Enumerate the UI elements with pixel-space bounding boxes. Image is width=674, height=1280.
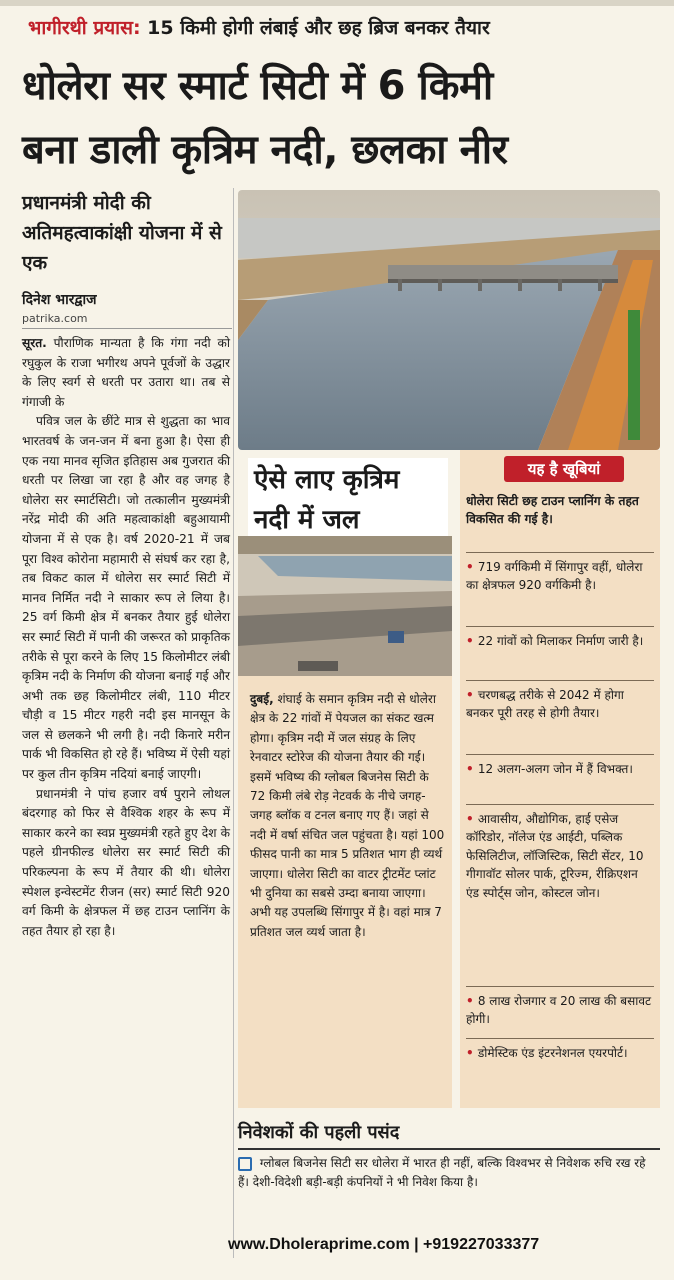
byline: दिनेश भारद्वाज bbox=[22, 292, 97, 308]
river-aerial-photo bbox=[238, 190, 660, 450]
bullet-icon: • bbox=[466, 634, 478, 648]
headline bbox=[22, 54, 662, 182]
feature-item bbox=[466, 992, 652, 1029]
bullet-icon: • bbox=[466, 560, 478, 574]
top-strip bbox=[0, 0, 674, 6]
features-intro: धोलेरा सिटी छह टाउन प्लानिंग के तहत विकसित की गई है। bbox=[466, 494, 639, 526]
dateline: सूरत. bbox=[22, 336, 47, 350]
investors-heading: निवेशकों की पहली पसंद bbox=[238, 1122, 400, 1143]
features-rule bbox=[466, 680, 654, 681]
feature-item bbox=[466, 686, 652, 723]
investors-text: ग्लोबल बिजनेस सिटी सर धोलेरा में भारत ही नहीं, बल्कि विश्वभर से निवेशक रुचि रख रहे हैं। देशी-विदेशी बड़ी-बड़ी कंपनियों ने भी निवेश किया है। bbox=[238, 1156, 646, 1189]
left-article-body bbox=[22, 334, 230, 941]
features-rule bbox=[466, 552, 654, 553]
feature-text: 719 वर्गकिमी में सिंगापुर वहीं, धोलेरा का क्षेत्रफल 920 वर्गकिमी है। bbox=[466, 560, 643, 593]
left-paragraph-2: पवित्र जल के छींटे मात्र से शुद्धता का भाव भारतवर्ष के जन-जन में बना हुआ है। ऐसा ही एक नया मानव सृजित इतिहास अब गुजरात की धरती पर लिखा जा रहा है और वह जगह है धोलेरा सर स्मार्टसिटी। जो तत्कालीन मुख्यमंत्री नरेंद्र मोदी की अति महत्वाकांक्षी बहुआयामी योजना में से एक है। वर्ष 2020-21 में जब पूरा विश्व कोरोना महामारी से संघर्ष कर रहा है, तब विकट काल में धोलेरा सर स्मार्ट सिटी में मानव निर्मित नदी ने साकार रूप ले लिया है। 25 वर्ग किमी क्षेत्र में बनकर तैयार हुई धोलेरा सर स्मार्ट सिटी में पानी की जरूरत को प्राकृतिक तरीके से पूरा करने के लिए 15 किलोमीटर लंबी कृत्रिम नदी के निर्माण की योजना बनाई गई और अभी तक छह किलोमीटर लंबी, 110 मीटर चौड़ी व 15 मीटर गहरी नदी इस मानसून के जल से छलकने भी लगी है। नदी किनारे मरीन पार्क भी विकसित हो रहे हैं। भविष्य में ऐसी यहां पर कुल तीन कृत्रिम नदियां बनाई जाएगी। bbox=[22, 414, 230, 782]
left-rule bbox=[22, 328, 232, 329]
feature-text: डोमेस्टिक एंड इंटरनेशनल एयरपोर्ट। bbox=[477, 1046, 628, 1060]
left-subheading: प्रधानमंत्री मोदी की अतिमहत्वाकांक्षी योजना में से एक bbox=[22, 192, 222, 274]
kicker-label: भागीरथी प्रयास: bbox=[28, 17, 141, 39]
left-paragraph-1 bbox=[22, 334, 230, 412]
features-rule bbox=[466, 804, 654, 805]
feature-text: चरणबद्ध तरीके से 2042 में होगा बनकर पूरी तरह से होगी तैयार। bbox=[466, 688, 624, 721]
footer-contact: www.Dholeraprime.com | +919227033377 bbox=[228, 1236, 540, 1253]
features-rule bbox=[466, 626, 654, 627]
bullet-icon: • bbox=[466, 812, 478, 826]
left-paragraph-1-text: पौराणिक मान्यता है कि गंगा नदी को रघुकुल के राजा भगीरथ अपने पूर्वजों के उद्धार के लिए स्वर्ग से धरती पर उतारा था। तब से गंगाजी के bbox=[22, 336, 231, 409]
column-divider bbox=[233, 188, 234, 1258]
bullet-icon: • bbox=[466, 688, 478, 702]
feature-item bbox=[466, 1044, 652, 1062]
feature-text: 22 गांवों को मिलाकर निर्माण जारी है। bbox=[477, 634, 644, 648]
features-badge: यह है खूबियां bbox=[504, 456, 624, 482]
feature-text: 8 लाख रोजगार व 20 लाख की बसावट होगी। bbox=[466, 994, 652, 1027]
canal-construction-photo bbox=[238, 536, 452, 676]
kicker bbox=[28, 14, 490, 40]
middle-article-text: शंघाई के समान कृत्रिम नदी से धोलेरा क्षेत्र के 22 गांवों में पेयजल का संकट खत्म होगा। कृत्रिम नदी में जल संग्रह के लिए रेनवाटर स्टोरेज की योजना तैयार की गई। इसमें भविष्य की ग्लोबल बिजनेस सिटी के 72 किमी लंबे रोड़ नेटवर्क के नीचे जगह-जगह ब्लॉक व टनल बनाए गए हैं। जहां से नदी में वर्षा संचित जल पहुंचता है। यहां 100 फीसद पानी का मात्र 5 प्रतिशत भाग ही व्यर्थ जाएगा। धोलेरा सिटी का वाटर ट्रीटमेंट प्लांट भी दुनिया का सबसे उम्दा बनाया जाएगा। अभी यह उपलब्धि सिंगापुर में है। वहां मात्र 7 प्रतिशत जल व्यर्थ जाता है। bbox=[250, 692, 445, 939]
quote-icon bbox=[238, 1157, 252, 1171]
feature-item bbox=[466, 558, 652, 595]
bullet-icon: • bbox=[466, 994, 478, 1008]
bullet-icon: • bbox=[466, 762, 478, 776]
investors-rule bbox=[238, 1148, 660, 1150]
features-rule bbox=[466, 986, 654, 987]
feature-item bbox=[466, 810, 652, 902]
canal-illustration bbox=[238, 536, 452, 676]
river-aerial-illustration bbox=[238, 190, 660, 450]
middle-article-body bbox=[250, 690, 446, 942]
middle-heading: ऐसे लाए कृत्रिम नदी में जल bbox=[248, 458, 448, 542]
bullet-icon: • bbox=[466, 1046, 478, 1060]
kicker-text: 15 किमी होगी लंबाई और छह ब्रिज बनकर तैयार bbox=[147, 17, 490, 39]
headline-line-2: बना डाली कृत्रिम नदी, छलका नीर bbox=[22, 127, 508, 173]
features-rule bbox=[466, 754, 654, 755]
middle-dateline: दुबई, bbox=[250, 692, 274, 706]
byline-site: patrika.com bbox=[22, 312, 88, 325]
left-paragraph-3: प्रधानमंत्री ने पांच हजार वर्ष पुराने लोथल बंदरगाह को फिर से वैश्विक शहर के रूप में साकार करने का स्वप्न मुख्यमंत्री रहते हुए देश के पहले ग्रीनफील्ड धोलेरा सर स्मार्ट सिटी की परिकल्पना के रूप में तैयार की थी। धोलेरा स्पेशल इन्वेस्टमेंट रीजन (सर) स्मार्ट सिटी 920 वर्ग किमी के क्षेत्रफल में छह टाउन प्लानिंग के तहत तैयार हो रहा है। bbox=[22, 786, 230, 938]
feature-item bbox=[466, 760, 652, 778]
investors-body bbox=[238, 1154, 658, 1192]
feature-item bbox=[466, 632, 652, 650]
features-rule bbox=[466, 1038, 654, 1039]
feature-text: आवासीय, औद्योगिक, हाई एसेज कॉरिडोर, नॉलेज एंड आईटी, पब्लिक फेसिलिटीज, लॉजिस्टिक, सिटी सेंटर, 10 गीगावॉट सोलर पार्क, टूरिज्म, रीक्रिएशन एंड स्पोर्ट्स जोन, कोस्टल जोन। bbox=[466, 812, 644, 900]
headline-line-1: धोलेरा सर स्मार्ट सिटी में 6 किमी bbox=[22, 63, 493, 109]
feature-text: 12 अलग-अलग जोन में हैं विभक्त। bbox=[477, 762, 633, 776]
